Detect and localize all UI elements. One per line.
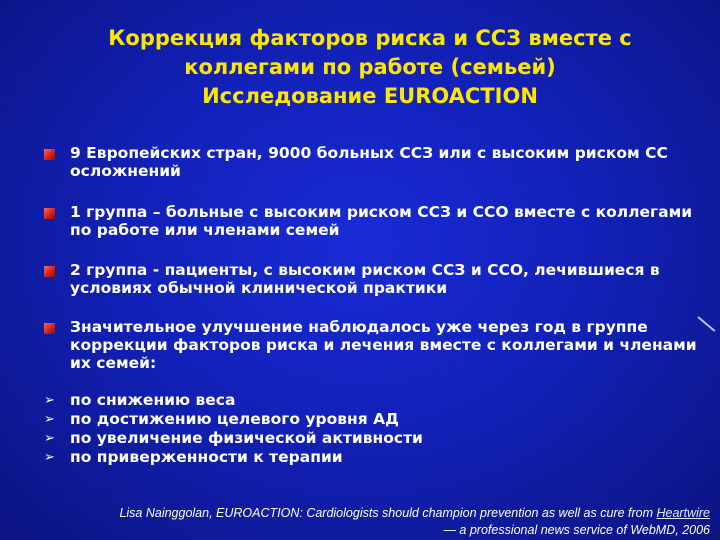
title-line-1: Коррекция факторов риска и ССЗ вместе с — [108, 26, 632, 50]
arrowhead-bullet-icon: ➢ — [44, 431, 55, 446]
slide-title — [60, 24, 680, 111]
bullet-item — [44, 261, 700, 297]
decorative-line — [697, 316, 715, 332]
arrow-item-text: по достижению целевого уровня АД — [70, 410, 399, 428]
arrowhead-bullet-icon: ➢ — [44, 450, 55, 465]
red-square-icon — [44, 266, 55, 277]
credit-line-1 — [119, 505, 710, 522]
arrow-item-text: по снижению веса — [70, 391, 236, 409]
bullet-text: 1 группа – больные с высоким риском ССЗ и ССО вместе с коллегами по работе или членами семей — [70, 203, 693, 239]
source-credit — [119, 505, 710, 539]
title-line-3: Исследование EUROACTION — [202, 84, 538, 108]
arrow-item-text: по приверженности к терапии — [70, 448, 343, 466]
bullet-text: 2 группа - пациенты, с высоким риском ССЗ и ССО, лечившиеся в условиях обычной клинической практики — [70, 261, 660, 297]
title-line-2: коллегами по работе (семьей) — [184, 55, 556, 79]
red-square-icon — [44, 208, 55, 219]
arrowhead-bullet-icon: ➢ — [44, 393, 55, 408]
red-square-icon — [44, 323, 55, 334]
bullet-item — [44, 203, 700, 239]
arrow-item-text: по увеличение физической активности — [70, 429, 423, 447]
bullet-text: Значительное улучшение наблюдалось уже через год в группе коррекции факторов риска и лечения вместе с коллегами и членами их семей: — [70, 318, 697, 372]
red-square-icon — [44, 149, 55, 160]
credit-text: Lisa Nainggolan, EUROACTION: Cardiologists should champion prevention as well as cure from — [119, 506, 657, 520]
bullet-item — [44, 318, 700, 372]
bullet-text: 9 Европейских стран, 9000 больных ССЗ или с высоким риском СС осложнений — [70, 144, 668, 180]
bullet-item — [44, 144, 700, 180]
arrowhead-bullet-icon: ➢ — [44, 412, 55, 427]
credit-line-2: — a professional news service of WebMD, 2006 — [443, 523, 710, 537]
heartwire-link[interactable]: Heartwire — [656, 506, 710, 520]
